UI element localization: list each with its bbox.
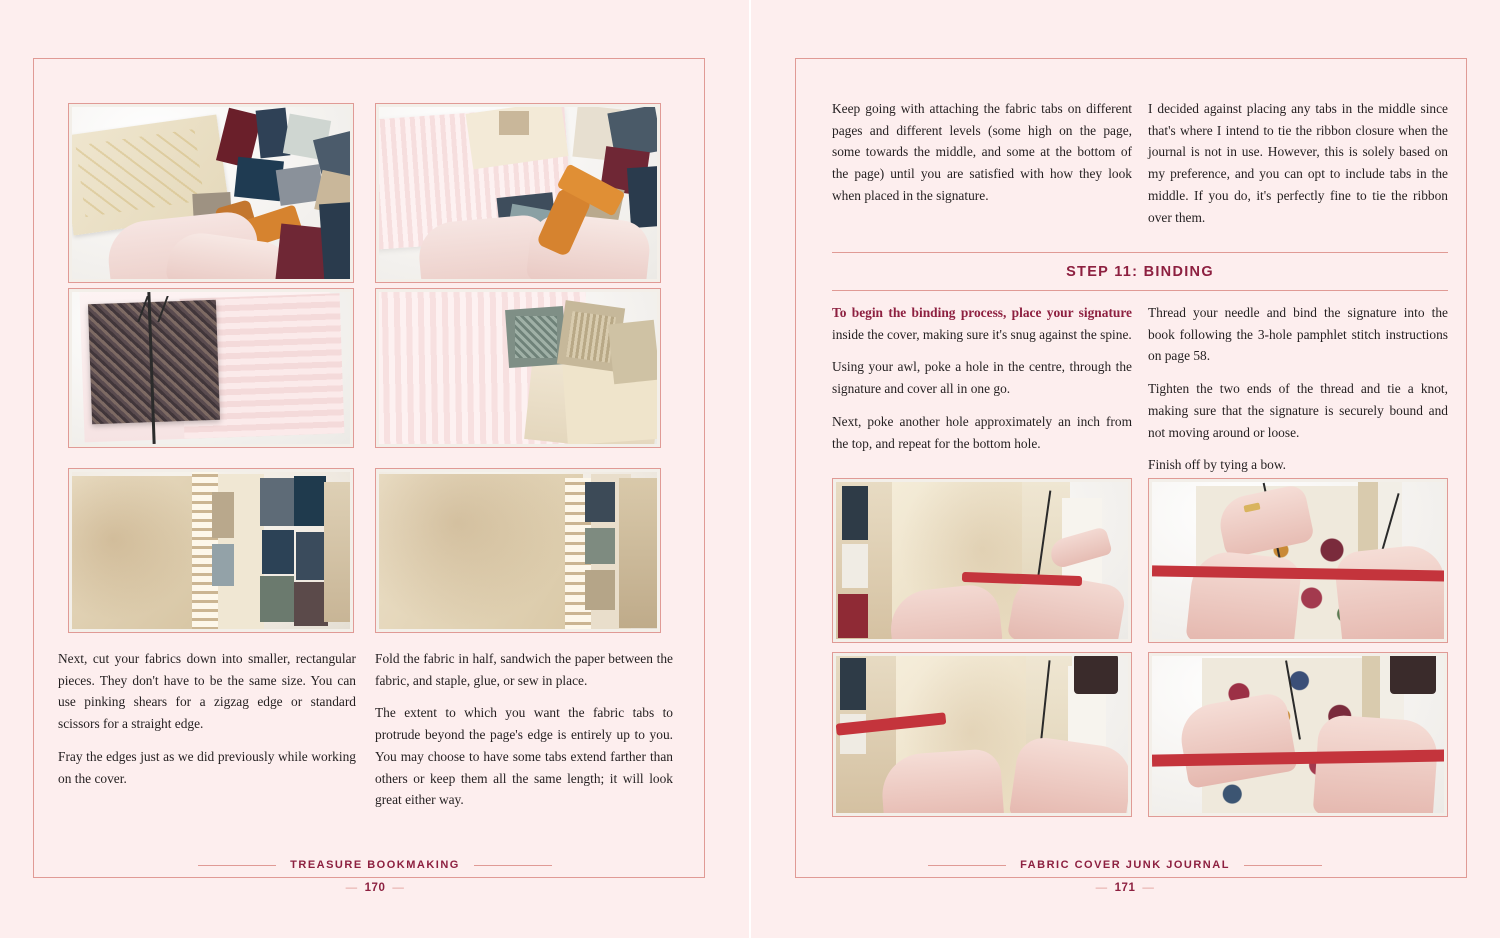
right-intro-col2-para-1: I decided against placing any tabs in the middle since that's where I intend to tie the ribbon closure when the journal is not in use. However, this is solely based on my preference, and you can opt to include tabs in the middle. If you do, it's perfectly fine to tie the ribbon over them. xyxy=(1148,101,1448,225)
right-body-col1-para-2: Using your awl, poke a hole in the centre, through the signature and cover all in one go. xyxy=(832,359,1132,397)
photo-closed-journal-showing-tab-edges xyxy=(375,468,661,633)
right-body-col2-para-3: Finish off by tying a bow. xyxy=(1148,457,1286,473)
photo-tweed-fabric-on-pink-page xyxy=(68,288,354,448)
right-page xyxy=(750,0,1500,938)
right-body-col1-para-1 xyxy=(832,302,1132,345)
step-rule-top xyxy=(832,252,1448,253)
lead-in-text: To begin the binding process, place your signature xyxy=(832,305,1132,320)
left-footer-dash-right: — xyxy=(392,882,405,894)
photo-pink-striped-paper-with-scissors xyxy=(375,103,661,283)
left-col2-para-1: Fold the fabric in half, sandwich the paper between the fabric, and staple, glue, or sew in place. xyxy=(375,651,673,688)
photo-tying-knot-on-floral-cover xyxy=(1148,652,1448,817)
photo-open-journal-with-many-tabs xyxy=(68,468,354,633)
left-footer-title: TREASURE BOOKMAKING xyxy=(276,859,474,871)
left-page-footer xyxy=(0,855,750,894)
left-caption-column-1 xyxy=(58,648,356,789)
photo-stitching-signature-inside-cover xyxy=(832,478,1132,643)
lead-rest-text: inside the cover, making sure it's snug against the spine. xyxy=(832,326,1132,342)
right-footer-dash-right: — xyxy=(1142,882,1155,894)
right-page-footer xyxy=(750,855,1500,894)
left-col2-para-2: The extent to which you want the fabric tabs to protrude beyond the page's edge is entirely up to you. You may choose to have some tabs extend farther than others or keep them all the same length; it will look great either way. xyxy=(375,705,673,808)
step-heading: STEP 11: BINDING xyxy=(1066,264,1214,280)
right-intro-column-1 xyxy=(832,98,1132,207)
right-body-column-1 xyxy=(832,302,1132,454)
right-page-number: 171 xyxy=(1114,882,1136,894)
right-footer-title: FABRIC COVER JUNK JOURNAL xyxy=(1006,859,1244,871)
right-footer-page xyxy=(750,882,1500,894)
left-footer-dash-left: — xyxy=(345,882,358,894)
left-caption-column-2 xyxy=(375,648,673,811)
left-page-number: 170 xyxy=(364,882,386,894)
step-rule-bottom xyxy=(832,290,1448,291)
right-body-column-2 xyxy=(1148,302,1448,476)
right-body-col2-para-1: Thread your needle and bind the signature into the book following the 3-hole pamphlet stitch instructions on page 58. xyxy=(1148,305,1448,364)
photo-needle-through-floral-cover xyxy=(1148,478,1448,643)
left-footer-page xyxy=(0,882,750,894)
right-intro-col1-para-1: Keep going with attaching the fabric tabs on different pages and different levels (some high on the page, some towards the middle, and some at the bottom of the page) until you are satisfied with how they look when placed in the signature. xyxy=(832,101,1132,203)
photo-pulling-thread-through-pages xyxy=(832,652,1132,817)
right-intro-column-2 xyxy=(1148,98,1448,228)
page-gutter xyxy=(749,0,751,938)
left-col1-para-2: Fray the edges just as we did previously while working on the cover. xyxy=(58,748,356,786)
photo-gold-dot-cover-with-fabric-scraps xyxy=(68,103,354,283)
left-col1-para-1: Next, cut your fabrics down into smaller, rectangular pieces. They don't have to be the same size. You can use pinking shears for a zigzag edge or standard scissors for a straight edge. xyxy=(58,651,356,732)
photo-fabric-tabs-on-pink-striped-page xyxy=(375,288,661,448)
right-footer-dash-left: — xyxy=(1095,882,1108,894)
right-body-col2-para-2: Tighten the two ends of the thread and tie a knot, making sure that the signature is securely bound and not moving around or loose. xyxy=(1148,381,1448,440)
right-body-col1-para-3: Next, poke another hole approximately an inch from the top, and repeat for the bottom hole. xyxy=(832,413,1132,451)
